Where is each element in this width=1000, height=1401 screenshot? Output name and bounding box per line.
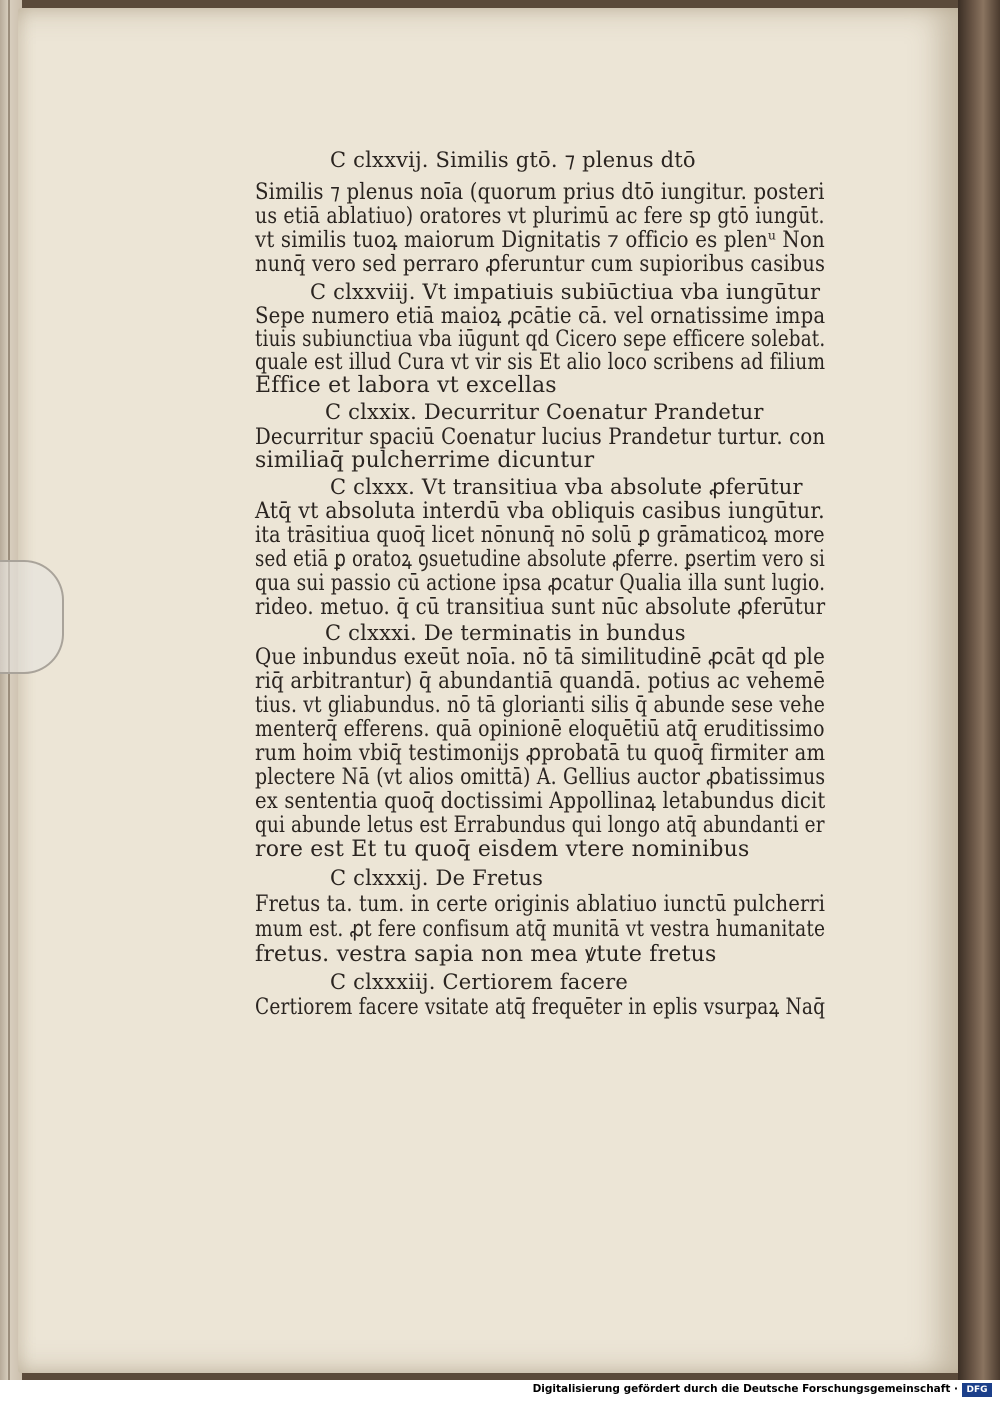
text-line: similiaq̄ pulcherrime dicuntur xyxy=(255,448,595,473)
text-line: Atq̄ vt absoluta interdū vba obliquis casibus iungūtur. xyxy=(255,499,825,524)
text-line: Effice et labora vt excellas xyxy=(255,373,557,398)
text-line: Sepe numero etiā maioꝝ ꝓcātie cā. vel ornatissime impa xyxy=(255,304,826,329)
text-line: C clxxxiij. Certiorem facere xyxy=(330,970,628,994)
text-line: C clxxix. Decurritur Coenatur Prandetur xyxy=(325,400,764,424)
text-line: quale est illud Cura vt vir sis Et alio loco scribens ad filium xyxy=(255,350,826,375)
text-line: sed etiā ꝑ oratoꝝ ꝯsuetudine absolute ꝓferre. ꝑsertim vero si xyxy=(255,547,826,572)
text-line: C clxxviij. Vt impatiuis subiūctiua vba iungūtur xyxy=(310,280,821,304)
text-line: us etiā ablatiuo) oratores vt plurimū ac fere sp gtō iungūt. xyxy=(255,204,825,229)
left-edge-line xyxy=(8,0,10,1380)
text-line: C clxxvij. Similis gtō. ⁊ plenus dtō xyxy=(330,148,696,172)
text-line: C clxxx. Vt transitiua vba absolute ꝓferūtur xyxy=(330,475,803,499)
text-line: Fretus ta. tum. in certe originis ablatiuo iunctū pulcherri xyxy=(255,892,826,917)
dfg-logo: DFG xyxy=(962,1383,992,1397)
text-line: Certiorem facere vsitate atq̄ frequēter in eplis vsurpaꝝ Naq̄ xyxy=(255,995,826,1020)
text-line: rum hoim vbiq̄ testimonijs ꝓprobatā tu quoq̄ firmiter am xyxy=(255,741,826,766)
funding-credit: Digitalisierung gefördert durch die Deutsche Forschungsgemeinschaft · xyxy=(532,1383,958,1395)
text-line: ex sententia quoq̄ doctissimi Appollinaꝝ letabundus dicit xyxy=(255,789,826,814)
text-line: Decurritur spaciū Coenatur lucius Prandetur turtur. con xyxy=(255,425,826,450)
text-line: nunq̄ vero sed perraro ꝓferuntur cum supioribus casibus xyxy=(255,252,826,277)
page-clip xyxy=(0,560,64,674)
text-line: ita trāsitiua quoq̄ licet nōnunq̄ nō solū ꝑ grāmaticoꝝ more xyxy=(255,523,825,548)
text-line: qua sui passio cū actione ipsa ꝓcatur Qualia illa sunt lugio. xyxy=(255,571,826,596)
text-line: menterq̄ efferens. quā opinionē eloquētiū atq̄ eruditissimo xyxy=(255,717,825,742)
book-gutter xyxy=(958,0,1000,1380)
text-line: qui abunde letus est Errabundus qui longo atq̄ abundanti er xyxy=(255,813,825,838)
text-line: riq̄ arbitrantur) q̄ abundantiā quandā. potius ac vehemē xyxy=(255,669,826,694)
text-line: tius. vt gliabundus. nō tā glorianti silis q̄ abunde sese vehe xyxy=(255,693,826,718)
text-line: mum est. ꝓt fere confisum atq̄ munitā vt vestra humanitate xyxy=(255,917,826,942)
text-line: C clxxxi. De terminatis in bundus xyxy=(325,621,686,645)
footer-bar xyxy=(0,1380,1000,1401)
text-line: Similis ⁊ plenus noīa (quorum prius dtō iungitur. posteri xyxy=(255,180,825,205)
text-line: tiuis subiunctiua vba iūgunt qd Cicero sepe efficere solebat. xyxy=(255,327,826,352)
text-line: rideo. metuo. q̄ cū transitiua sunt nūc absolute ꝓferūtur xyxy=(255,595,826,620)
text-line: rore est Et tu quoq̄ eisdem vtere nominibus xyxy=(255,837,750,862)
text-line: plectere Nā (vt alios omittā) A. Gellius auctor ꝓbatissimus xyxy=(255,765,826,790)
text-line: vt similis tuoꝝ maiorum Dignitatis ⁊ officio es plenᵘ Non xyxy=(255,228,825,253)
text-line: Que inbundus exeūt noīa. nō tā similitudinē ꝓcāt qd ple xyxy=(255,645,825,670)
text-line: C clxxxij. De Fretus xyxy=(330,866,544,890)
text-line: fretus. vestra sapia non mea ꝟtute fretus xyxy=(255,942,717,967)
